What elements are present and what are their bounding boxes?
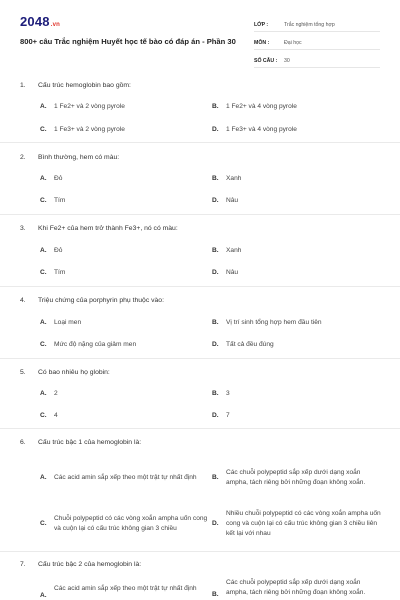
option-text: 4	[54, 412, 58, 419]
question-number: 7.	[20, 560, 26, 568]
option-a[interactable]	[40, 584, 212, 600]
question-number: 6.	[20, 438, 26, 446]
option-text: Đỏ	[54, 175, 63, 182]
question-text: Triệu chứng của porphyrin phụ thuộc vào:	[38, 296, 164, 304]
option-text: 1 Fe3+ và 4 vòng pyrole	[226, 126, 297, 133]
option-letter: A.	[40, 390, 47, 397]
option-letter: D.	[212, 412, 219, 419]
meta-subject-label: MÔN :	[254, 40, 270, 46]
option-text: Loại men	[54, 319, 82, 326]
option-letter: B.	[212, 319, 219, 326]
meta-count-label: SỐ CÂU :	[254, 58, 278, 64]
option-letter: B.	[212, 474, 219, 481]
option-text: Nâu	[226, 269, 239, 276]
option-d[interactable]	[212, 268, 382, 278]
option-letter: D.	[212, 269, 219, 276]
option-text: Chuỗi polypeptid có các vòng xoắn ampha uốn cong và cuộn lại có cấu trúc không gian 3 chiều	[54, 515, 208, 532]
logo-domain-text: .vn	[50, 22, 61, 28]
option-text: Các acid amin sắp xếp theo một trật tự nhất định	[54, 474, 197, 481]
option-b[interactable]	[212, 458, 384, 498]
option-letter: C.	[40, 269, 47, 276]
divider	[0, 142, 400, 143]
option-text: Các chuỗi polypeptid sắp xếp dưới dạng xoắn ampha, tách riêng bởi những đoạn không xoắn.	[226, 469, 366, 486]
question-7	[20, 559, 380, 569]
option-letter: C.	[40, 520, 47, 527]
option-letter: B.	[212, 247, 219, 254]
option-c[interactable]	[40, 411, 200, 421]
option-text: Xanh	[226, 175, 242, 182]
option-b[interactable]	[212, 318, 382, 328]
option-d[interactable]	[212, 340, 382, 350]
option-d[interactable]	[212, 411, 382, 421]
option-a[interactable]	[40, 102, 200, 112]
meta-class-value: Trắc nghiệm tổng hợp	[284, 22, 335, 28]
question-number: 1.	[20, 81, 26, 89]
option-text: Nhiều chuỗi polypeptid có các vòng xoắn ampha uốn cong và cuộn lại có cấu trúc không gian 3 chiều liên kết lại với nhau	[226, 510, 381, 537]
question-6	[20, 437, 380, 447]
question-text: Cấu trúc bậc 1 của hemoglobin là:	[38, 438, 142, 446]
option-a[interactable]	[40, 462, 212, 494]
option-c[interactable]	[40, 340, 200, 350]
option-letter: B.	[212, 175, 219, 182]
option-letter: B.	[212, 591, 219, 598]
meta-class-row	[254, 14, 380, 32]
option-text: 1 Fe2+ và 4 vòng pyrole	[226, 103, 297, 110]
option-letter: A.	[40, 247, 47, 254]
question-text: Cấu trúc hemoglobin bao gồm:	[38, 81, 131, 89]
option-text: 1 Fe2+ và 2 vòng pyrole	[54, 103, 125, 110]
option-b[interactable]	[212, 389, 382, 399]
option-c[interactable]	[40, 125, 200, 135]
option-a[interactable]	[40, 389, 200, 399]
option-letter: A.	[40, 319, 47, 326]
site-logo[interactable]	[20, 14, 60, 29]
divider	[0, 428, 400, 429]
option-letter: C.	[40, 126, 47, 133]
option-a[interactable]	[40, 246, 200, 256]
question-5	[20, 367, 380, 377]
option-c[interactable]	[40, 504, 212, 544]
option-d[interactable]	[212, 125, 382, 135]
option-c[interactable]	[40, 268, 200, 278]
question-number: 3.	[20, 224, 26, 232]
option-text: Các acid amin sắp xếp theo một trật tự nhất định	[54, 585, 197, 592]
option-b[interactable]	[212, 246, 382, 256]
option-letter: D.	[212, 341, 219, 348]
option-a[interactable]	[40, 174, 200, 184]
meta-subject-value: Đại học	[284, 40, 302, 46]
option-b[interactable]	[212, 578, 384, 600]
option-b[interactable]	[212, 102, 382, 112]
option-d[interactable]	[212, 196, 382, 206]
option-letter: D.	[212, 197, 219, 204]
option-text: Đỏ	[54, 247, 63, 254]
option-letter: A.	[40, 175, 47, 182]
option-letter: C.	[40, 341, 47, 348]
option-text: Mức độ nặng của giảm men	[54, 341, 137, 348]
option-letter: B.	[212, 390, 219, 397]
option-text: Tất cả đều đúng	[226, 341, 274, 348]
option-text: 1 Fe3+ và 2 vòng pyrole	[54, 126, 125, 133]
question-2	[20, 152, 380, 162]
option-text: Vị trí sinh tổng hợp hem đầu tiên	[226, 319, 322, 326]
option-b[interactable]	[212, 174, 382, 184]
divider	[0, 551, 400, 552]
meta-count-value: 30	[284, 58, 290, 64]
option-letter: C.	[40, 412, 47, 419]
divider	[0, 358, 400, 359]
option-text: 7	[226, 412, 230, 419]
document-meta	[254, 14, 380, 68]
option-c[interactable]	[40, 196, 200, 206]
option-text: 3	[226, 390, 230, 397]
option-a[interactable]	[40, 318, 200, 328]
option-text: Tím	[54, 269, 66, 276]
question-3	[20, 223, 380, 233]
question-number: 5.	[20, 368, 26, 376]
question-text: Có bao nhiêu họ globin:	[38, 368, 110, 376]
option-letter: D.	[212, 520, 219, 527]
option-text: Các chuỗi polypeptid sắp xếp dưới dạng xoắn ampha, tách riêng bởi những đoạn không xoắn.	[226, 579, 366, 596]
option-letter: A.	[40, 474, 47, 481]
document-title: 800+ câu Trắc nghiệm Huyết học tế bào có đáp án - Phần 30	[20, 37, 236, 46]
question-number: 4.	[20, 296, 26, 304]
divider	[0, 286, 400, 287]
option-letter: C.	[40, 197, 47, 204]
option-letter: A.	[40, 592, 47, 599]
logo-main-text: 2048	[20, 14, 50, 29]
divider	[0, 214, 400, 215]
meta-class-label: LỚP :	[254, 22, 269, 28]
option-d[interactable]	[212, 504, 384, 544]
question-1	[20, 80, 380, 90]
option-text: Xanh	[226, 247, 242, 254]
option-letter: B.	[212, 103, 219, 110]
option-letter: A.	[40, 103, 47, 110]
option-text: Nâu	[226, 197, 239, 204]
question-text: Khi Fe2+ của hem trở thành Fe3+, nó có màu:	[38, 224, 178, 232]
option-text: Tím	[54, 197, 66, 204]
question-4	[20, 295, 380, 305]
meta-subject-row	[254, 32, 380, 50]
question-text: Bình thường, hem có màu:	[38, 153, 120, 161]
option-text: 2	[54, 390, 58, 397]
question-text: Cấu trúc bậc 2 của hemoglobin là:	[38, 560, 142, 568]
meta-count-row	[254, 50, 380, 68]
question-number: 2.	[20, 153, 26, 161]
option-letter: D.	[212, 126, 219, 133]
